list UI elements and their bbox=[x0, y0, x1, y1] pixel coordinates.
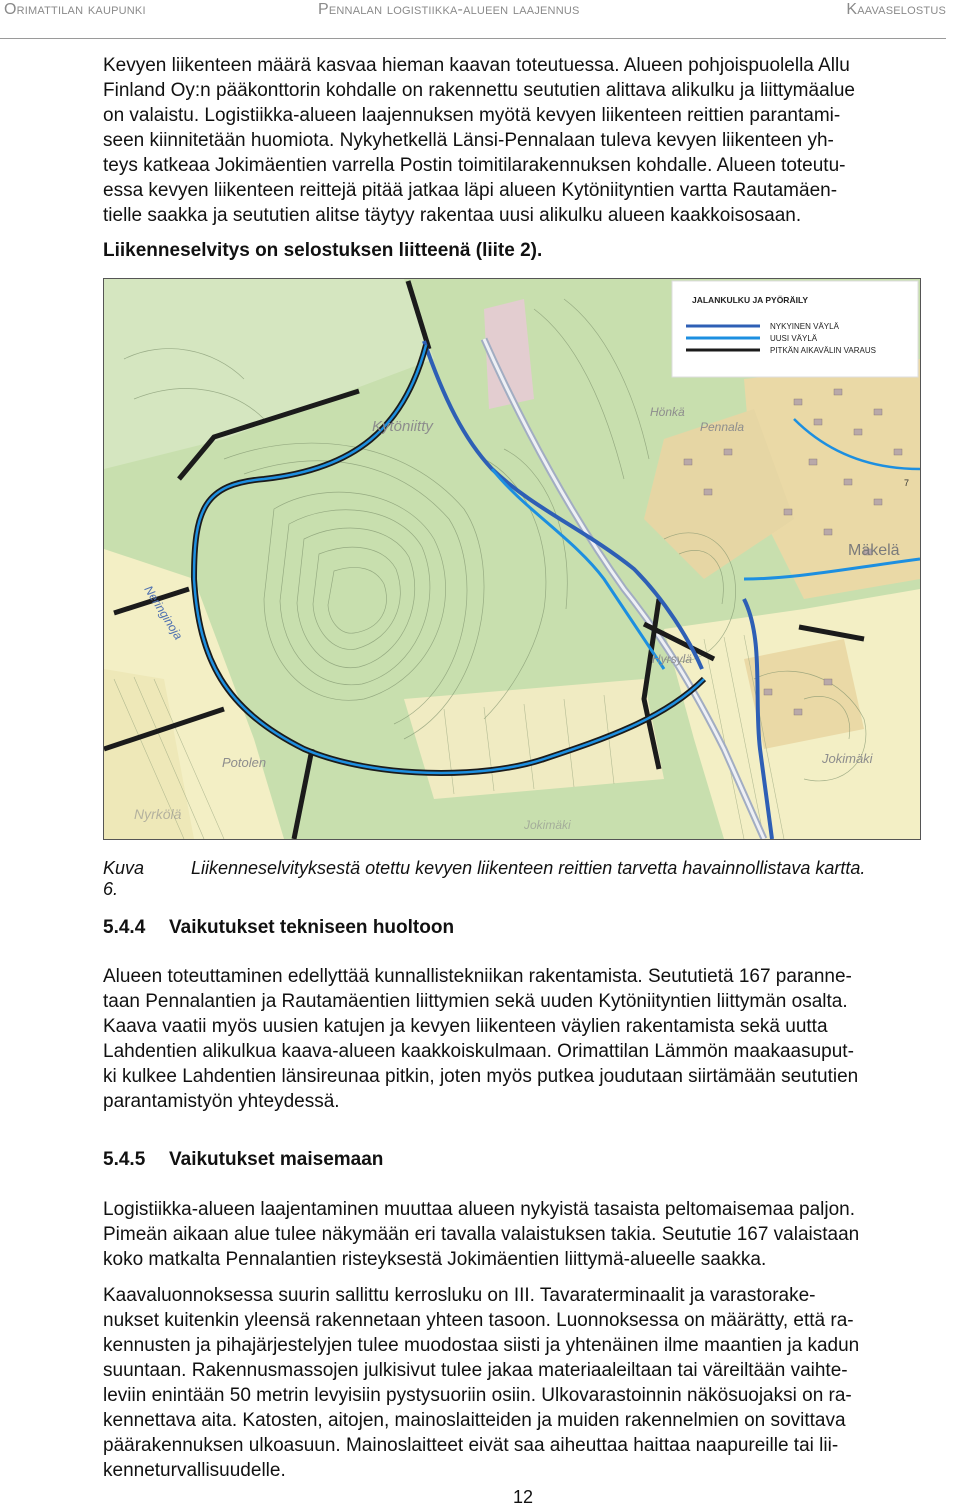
appendix-reference: Liikenneselvitys on selostuksen liitteenä (liite 2). bbox=[103, 240, 543, 261]
text-line: Kaava vaatii myös uusien katujen ja kevyen liikenteen väylien rakentamista sekä uutta bbox=[103, 1016, 828, 1037]
text-line: päärakennuksen ulkoasuun. Mainoslaitteet eivät saa aiheuttaa haittaa naapureille tai lii- bbox=[103, 1435, 839, 1456]
text-line: koko matkalta Pennalantien risteyksestä Jokimäentien liittymä-alueelle saakka. bbox=[103, 1249, 767, 1270]
map-legend-title: JALANKULKU JA PYÖRÄILY bbox=[692, 295, 809, 305]
header-municipality: Orimattilan kaupunki bbox=[4, 1, 146, 18]
map-field-south bbox=[404, 679, 664, 799]
header-document-type: Kaavaselostus bbox=[846, 1, 946, 18]
intro-paragraph bbox=[103, 53, 960, 228]
text-line: Kevyen liikenteen määrä kasvaa hieman kaavan toteutuessa. Alueen pohjoispuolella Allu bbox=[103, 55, 850, 76]
map-residential-southeast bbox=[744, 639, 864, 749]
page-header bbox=[0, 0, 960, 40]
map-label: Hyrsylä bbox=[652, 652, 693, 666]
figure-caption-text: Liikenneselvityksestä otettu kevyen liikenteen reittien tarvetta havainnollistava kartta. bbox=[191, 858, 866, 878]
text-line: essa kevyen liikenteen reittejä pitää jatkaa läpi alueen Kytöniityntien vartta Rautamäen- bbox=[103, 180, 838, 201]
map-label: Mäkelä bbox=[848, 542, 900, 559]
text-line: teys katkeaa Jokimäentien varrella Postin toimitilarakennuksen kohdalle. Alueen toteutu- bbox=[103, 155, 846, 176]
section-title: Vaikutukset maisemaan bbox=[169, 1149, 384, 1170]
figure-number: Kuva 6. bbox=[103, 858, 145, 899]
text-line: Kaavaluonnoksessa suurin sallittu kerrosluku on III. Tavaraterminaalit ja varastorake- bbox=[103, 1285, 816, 1306]
text-line: Pimeän aikaan alue tulee näkymään eri tavalla valaistuksen takia. Seututie 167 valaistaan bbox=[103, 1224, 860, 1245]
text-line: Lahdentien alikulkua kaava-alueen kaakkoiskulmaan. Orimattilan Lämmön maakaasuput- bbox=[103, 1041, 854, 1062]
map-legend-label: NYKYINEN VÄYLÄ bbox=[770, 322, 839, 331]
map-label: Kytöniitty bbox=[372, 418, 433, 435]
page-number: 12 bbox=[512, 1487, 534, 1507]
section-number: 5.4.5 bbox=[103, 1149, 146, 1170]
text-line: kenneturvallisuudelle. bbox=[103, 1460, 286, 1481]
text-line: on valaistu. Logistiikka-alueen laajennuksen myötä kevyen liikenteen reittien parantami- bbox=[103, 105, 841, 126]
section-title: Vaikutukset tekniseen huoltoon bbox=[169, 917, 455, 938]
map-label: Nyrkölä bbox=[134, 806, 182, 822]
landscape-paragraph-1 bbox=[103, 1197, 960, 1272]
map-legend bbox=[672, 281, 918, 377]
text-line: kennusten ja pihajärjestelyjen tulee muodostaa siisti ja yhtenäinen ilme maantien ja kadun bbox=[103, 1335, 860, 1356]
map-legend-label: PITKÄN AIKAVÄLIN VARAUS bbox=[770, 346, 876, 355]
text-line: taan Pennalantien ja Rautamäentien liittymien sekä uuden Kytöniityntien liittymän osalta. bbox=[103, 991, 848, 1012]
map-label: Pennala bbox=[700, 420, 745, 434]
technical-paragraph bbox=[103, 964, 960, 1114]
map-label: Jokimäki bbox=[822, 751, 873, 766]
text-line: leviin enintään 50 metrin levyisiin pystysuoriin osiin. Ulkovarastoinnin näkösuojaksi on ra- bbox=[103, 1385, 852, 1406]
landscape-paragraph-2 bbox=[103, 1283, 960, 1483]
map-label: 7 bbox=[904, 478, 910, 488]
header-rule bbox=[0, 38, 946, 39]
map-label: Hönkä bbox=[650, 405, 685, 419]
section-number: 5.4.4 bbox=[103, 917, 146, 938]
traffic-route-map bbox=[103, 278, 921, 840]
map-label: Neringinoja bbox=[141, 583, 186, 643]
map-legend-label: UUSI VÄYLÄ bbox=[770, 334, 818, 343]
text-line: Finland Oy:n pääkonttorin kohdalle on rakennettu seututien alittava alikulku ja liittymäalue bbox=[103, 80, 856, 101]
text-line: kennettava aita. Katosten, aitojen, mainoslaitteiden ja muiden rakennelmien on sovittava bbox=[103, 1410, 846, 1431]
text-line: parantamistyön yhteydessä. bbox=[103, 1091, 340, 1112]
text-line: ki kulkee Lahdentien länsireunaa pitkin, joten myös putkea joudutaan siirtämään seututien bbox=[103, 1066, 859, 1087]
map-label: Jokimäki bbox=[524, 818, 571, 832]
text-line: suuntaan. Rakennusmassojen julkisivut tulee jakaa materiaaleiltaan tai väreiltään vaihte- bbox=[103, 1360, 848, 1381]
text-line: Alueen toteuttaminen edellyttää kunnallistekniikan rakentamista. Seututietä 167 paranne- bbox=[103, 966, 852, 987]
text-line: tielle saakka ja seututien alitse täytyy rakentaa uusi alikulku alueen kaakkoisosaan. bbox=[103, 205, 802, 226]
map-drawing bbox=[104, 279, 920, 839]
text-line: Logistiikka-alueen laajentaminen muuttaa alueen nykyistä tasaista peltomaisemaa paljon. bbox=[103, 1199, 856, 1220]
header-project-title: Pennalan logistiikka-alueen laajennus bbox=[318, 1, 580, 18]
text-line: nukset kuitenkin yleensä rakennetaan yhteen tasoon. Luonnoksessa on määrätty, että ra- bbox=[103, 1310, 854, 1331]
map-label: Potolen bbox=[222, 755, 267, 770]
text-line: seen kiinnitetään huomiota. Nykyhetkellä Länsi-Pennalaan tuleva kevyen liikenteen yh- bbox=[103, 130, 834, 151]
